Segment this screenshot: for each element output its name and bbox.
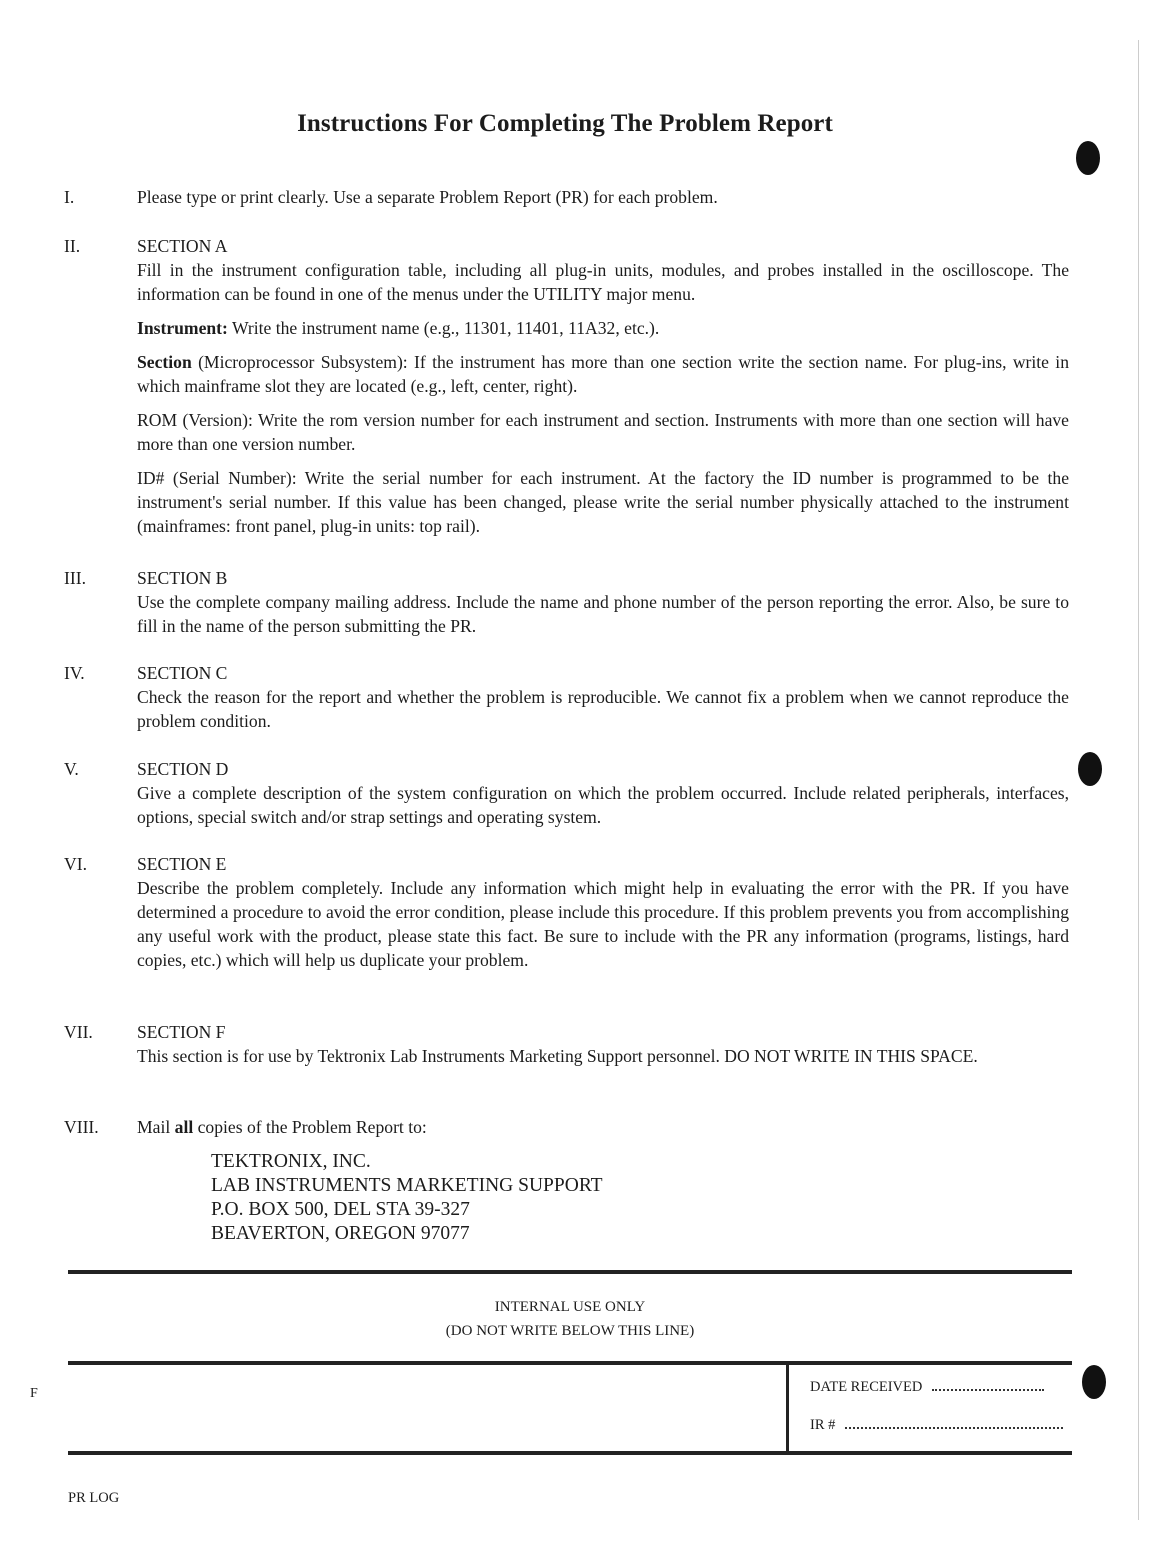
instruction-text: Give a complete description of the system configuration on which the problem occurred. Include related peripherals, interfaces, options, special switch and/or strap settings and operating system.	[137, 783, 1069, 827]
address-line-3: P.O. BOX 500, DEL STA 39-327	[211, 1199, 470, 1220]
date-received-label: DATE RECEIVED	[810, 1379, 923, 1395]
id-note: ID# (Serial Number): Write the serial number for each instrument. At the factory the ID number is programmed to be the instrument's serial number. If this value has been changed, please write the serial number physically attached to the instrument (mainframes: front panel, plug-in units: top rail).	[137, 468, 1069, 536]
mail-text-bold: all	[174, 1117, 194, 1137]
section-number: V.	[64, 759, 79, 779]
section-number: III.	[64, 568, 86, 588]
section-heading: SECTION B	[137, 568, 228, 588]
page-edge-line	[1138, 40, 1139, 1520]
punch-hole-icon	[1082, 1365, 1106, 1399]
mail-text-pre: Mail	[137, 1117, 171, 1137]
instruction-text: This section is for use by Tektronix Lab Instruments Marketing Support personnel. DO NOT WRITE IN THIS SPACE.	[137, 1046, 978, 1066]
internal-use-notice	[68, 1295, 1072, 1343]
divider-rule	[68, 1270, 1072, 1274]
section-heading: SECTION E	[137, 854, 227, 874]
instrument-note	[137, 316, 1069, 340]
ir-number-label: IR #	[810, 1417, 836, 1433]
mail-instruction	[137, 1115, 1069, 1139]
ir-number-blank[interactable]	[845, 1417, 1063, 1429]
section-number: VI.	[64, 854, 87, 874]
instruction-text: Describe the problem completely. Include any information which might help in evaluating the error with the PR. If you have determined a procedure to avoid the error condition, please include this procedure. If this problem prevents you from accomplishing any useful work with the product, please state this fact. Be sure to include with the PR any information (programs, listings, hard copies, etc.) which will help us duplicate your problem.	[137, 878, 1069, 970]
section-number: VIII.	[64, 1117, 99, 1137]
rom-note: ROM (Version): Write the rom version number for each instrument and section. Instruments with more than one section will have more than one version number.	[137, 410, 1069, 454]
date-received-field[interactable]	[810, 1379, 1044, 1396]
section-a-intro: Fill in the instrument configuration table, including all plug-in units, modules, and probes installed in the oscilloscope. The information can be found in one of the menus under the UTILITY major menu.	[137, 260, 1069, 304]
address-line-4: BEAVERTON, OREGON 97077	[211, 1223, 470, 1244]
page-title: Instructions For Completing The Problem Report	[297, 110, 833, 137]
section-number: II.	[64, 236, 81, 256]
internal-box-bottom-rule	[68, 1451, 1072, 1455]
address-line-2: LAB INSTRUMENTS MARKETING SUPPORT	[211, 1175, 603, 1196]
punch-hole-icon	[1076, 141, 1100, 175]
internal-use-line-2: (DO NOT WRITE BELOW THIS LINE)	[445, 1323, 695, 1339]
margin-mark: F	[30, 1386, 38, 1401]
instruction-text: Please type or print clearly. Use a separate Problem Report (PR) for each problem.	[137, 187, 718, 207]
section-heading: SECTION F	[137, 1022, 226, 1042]
section-heading: SECTION C	[137, 663, 228, 683]
section-heading: SECTION D	[137, 759, 229, 779]
footer-pr-log: PR LOG	[68, 1490, 120, 1506]
section-label: Section	[137, 352, 192, 372]
section-number: VII.	[64, 1022, 93, 1042]
date-received-blank[interactable]	[932, 1379, 1044, 1391]
internal-use-line-1: INTERNAL USE ONLY	[494, 1299, 646, 1315]
internal-box-divider	[786, 1361, 789, 1453]
punch-hole-icon	[1078, 752, 1102, 786]
address-line-1: TEKTRONIX, INC.	[211, 1151, 371, 1172]
section-note	[137, 350, 1069, 398]
internal-box-top-rule	[68, 1361, 1072, 1365]
section-number: IV.	[64, 663, 85, 683]
instrument-text: Write the instrument name (e.g., 11301, 11401, 11A32, etc.).	[232, 318, 660, 338]
section-heading: SECTION A	[137, 236, 228, 256]
section-number: I.	[64, 187, 75, 207]
mail-text-post: copies of the Problem Report to:	[197, 1117, 427, 1137]
instrument-label: Instrument:	[137, 318, 228, 338]
instruction-text: Check the reason for the report and whether the problem is reproducible. We cannot fix a problem when we cannot reproduce the problem condition.	[137, 687, 1069, 731]
instruction-text: Use the complete company mailing address. Include the name and phone number of the person reporting the error. Also, be sure to fill in the name of the person submitting the PR.	[137, 592, 1069, 636]
mailing-address	[211, 1150, 603, 1246]
ir-number-field[interactable]	[810, 1417, 1063, 1434]
section-text: (Microprocessor Subsystem): If the instrument has more than one section write the section name. For plug-ins, write in which mainframe slot they are located (e.g., left, center, right).	[137, 352, 1069, 396]
